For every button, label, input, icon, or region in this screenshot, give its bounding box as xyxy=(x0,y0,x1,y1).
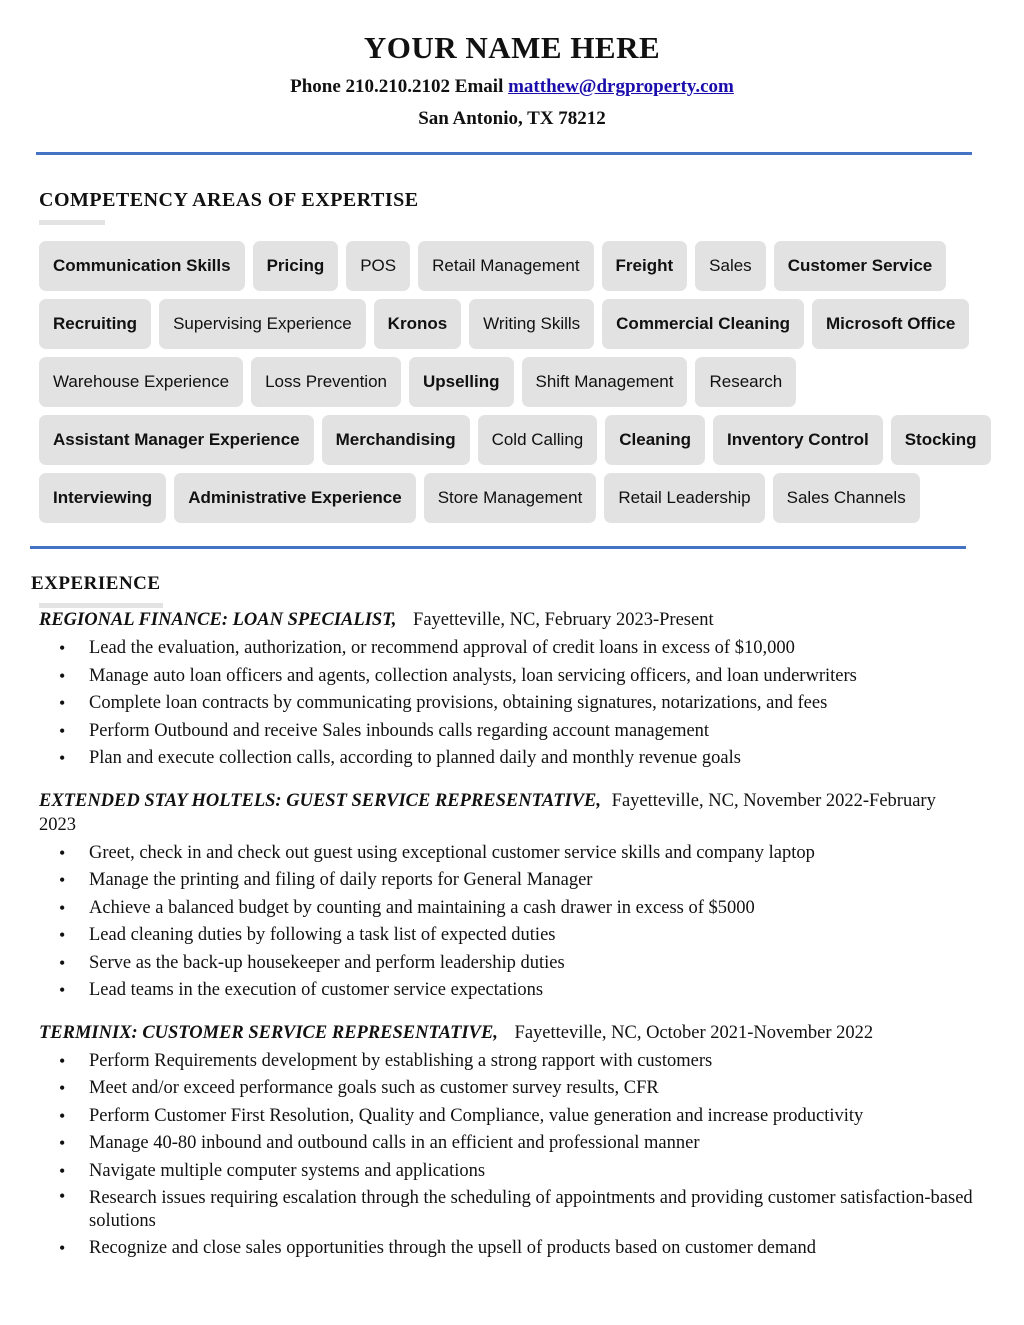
bullet-item: • Recognize and close sales opportunities through the upsell of products based on customer demand xyxy=(89,1235,974,1263)
bullet-item: • Navigate multiple computer systems and applications xyxy=(89,1158,974,1186)
skill-chip: Commercial Cleaning xyxy=(602,299,804,349)
skill-chip: Kronos xyxy=(374,299,462,349)
bullet-item: • Manage auto loan officers and agents, collection analysts, loan servicing officers, and loan underwriters xyxy=(89,663,974,691)
skill-chip: Supervising Experience xyxy=(159,299,366,349)
skill-chip: Retail Management xyxy=(418,241,593,291)
competency-chips xyxy=(39,241,979,531)
chip-row xyxy=(39,473,979,523)
job-header xyxy=(39,789,974,837)
skill-chip: Retail Leadership xyxy=(604,473,764,523)
bullet-item: • Perform Outbound and receive Sales inbounds calls regarding account management xyxy=(89,718,974,746)
job-entry xyxy=(39,1021,974,1263)
job-title: REGIONAL FINANCE: LOAN SPECIALIST, xyxy=(39,610,397,630)
skill-chip: Cold Calling xyxy=(478,415,598,465)
bullet-item: • Complete loan contracts by communicating provisions, obtaining signatures, notarizations, and fees xyxy=(89,690,974,718)
bullet-item: • Greet, check in and check out guest using exceptional customer service skills and company laptop xyxy=(89,840,974,868)
bullet-item: • Research issues requiring escalation through the scheduling of appointments and providing customer satisfaction-based solutions xyxy=(89,1185,974,1235)
header-divider xyxy=(36,152,972,155)
competency-divider xyxy=(30,546,966,549)
bullet-item: • Lead teams in the execution of customer service expectations xyxy=(89,977,974,1005)
competency-title: COMPETENCY AREAS OF EXPERTISE xyxy=(39,189,419,211)
skill-chip: Store Management xyxy=(424,473,597,523)
bullet-item: • Lead cleaning duties by following a task list of expected duties xyxy=(89,922,974,950)
phone-label: Phone xyxy=(290,76,341,97)
bullet-item: • Perform Requirements development by establishing a strong rapport with customers xyxy=(89,1048,974,1076)
email-link[interactable]: matthew@drgproperty.com xyxy=(508,76,734,97)
skill-chip: Interviewing xyxy=(39,473,166,523)
job-entry xyxy=(39,608,974,773)
skill-chip: Customer Service xyxy=(774,241,947,291)
bullet-item: • Manage the printing and filing of daily reports for General Manager xyxy=(89,867,974,895)
phone-number: 210.210.2102 xyxy=(345,76,451,97)
bullet-item: • Meet and/or exceed performance goals such as customer survey results, CFR xyxy=(89,1075,974,1103)
skill-chip: Microsoft Office xyxy=(812,299,969,349)
skill-chip: Assistant Manager Experience xyxy=(39,415,314,465)
job-header xyxy=(39,1021,974,1045)
job-meta: Fayetteville, NC, February 2023-Present xyxy=(413,610,714,630)
resume-name: YOUR NAME HERE xyxy=(363,30,661,65)
bullet-item: • Manage 40-80 inbound and outbound calls in an efficient and professional manner xyxy=(89,1130,974,1158)
experience-title: EXPERIENCE xyxy=(31,573,161,594)
job-header xyxy=(39,608,974,632)
chip-row xyxy=(39,415,979,465)
skill-chip: Loss Prevention xyxy=(251,357,401,407)
bullet-item: • Achieve a balanced budget by counting and maintaining a cash drawer in excess of $5000 xyxy=(89,895,974,923)
chip-row xyxy=(39,357,979,407)
job-title: EXTENDED STAY HOLTELS: GUEST SERVICE REPRESENTATIVE, xyxy=(39,790,602,811)
job-bullets xyxy=(39,840,974,1005)
job-entry xyxy=(39,789,974,1005)
skill-chip: Upselling xyxy=(409,357,514,407)
location: San Antonio, TX 78212 xyxy=(418,108,606,129)
chip-row xyxy=(39,241,979,291)
skill-chip: Merchandising xyxy=(322,415,470,465)
experience-list xyxy=(39,608,974,1279)
skill-chip: Cleaning xyxy=(605,415,705,465)
competency-title-accent xyxy=(39,220,105,225)
skill-chip: Warehouse Experience xyxy=(39,357,243,407)
job-title: TERMINIX: CUSTOMER SERVICE REPRESENTATIVE, xyxy=(39,1022,498,1043)
skill-chip: Sales Channels xyxy=(773,473,920,523)
skill-chip: Shift Management xyxy=(522,357,688,407)
email-label: Email xyxy=(454,76,504,97)
skill-chip: Administrative Experience xyxy=(174,473,416,523)
skill-chip: Freight xyxy=(602,241,688,291)
bullet-item: • Lead the evaluation, authorization, or recommend approval of credit loans in excess of $10,000 xyxy=(89,635,974,663)
skill-chip: Sales xyxy=(695,241,766,291)
job-bullets xyxy=(39,635,974,773)
skill-chip: Recruiting xyxy=(39,299,151,349)
bullet-item: • Plan and execute collection calls, according to planned daily and monthly revenue goals xyxy=(89,745,974,773)
skill-chip: Communication Skills xyxy=(39,241,245,291)
skill-chip: Research xyxy=(695,357,796,407)
job-bullets xyxy=(39,1048,974,1263)
skill-chip: Stocking xyxy=(891,415,991,465)
job-meta: Fayetteville, NC, November 2022-February 2023 xyxy=(39,790,936,835)
skill-chip: POS xyxy=(346,241,410,291)
chip-row xyxy=(39,299,979,349)
job-meta: Fayetteville, NC, October 2021-November 2022 xyxy=(514,1022,874,1043)
bullet-item: • Serve as the back-up housekeeper and perform leadership duties xyxy=(89,950,974,978)
skill-chip: Pricing xyxy=(253,241,339,291)
skill-chip: Writing Skills xyxy=(469,299,594,349)
skill-chip: Inventory Control xyxy=(713,415,883,465)
bullet-item: • Perform Customer First Resolution, Quality and Compliance, value generation and increase productivity xyxy=(89,1103,974,1131)
contact-line xyxy=(0,76,1024,98)
